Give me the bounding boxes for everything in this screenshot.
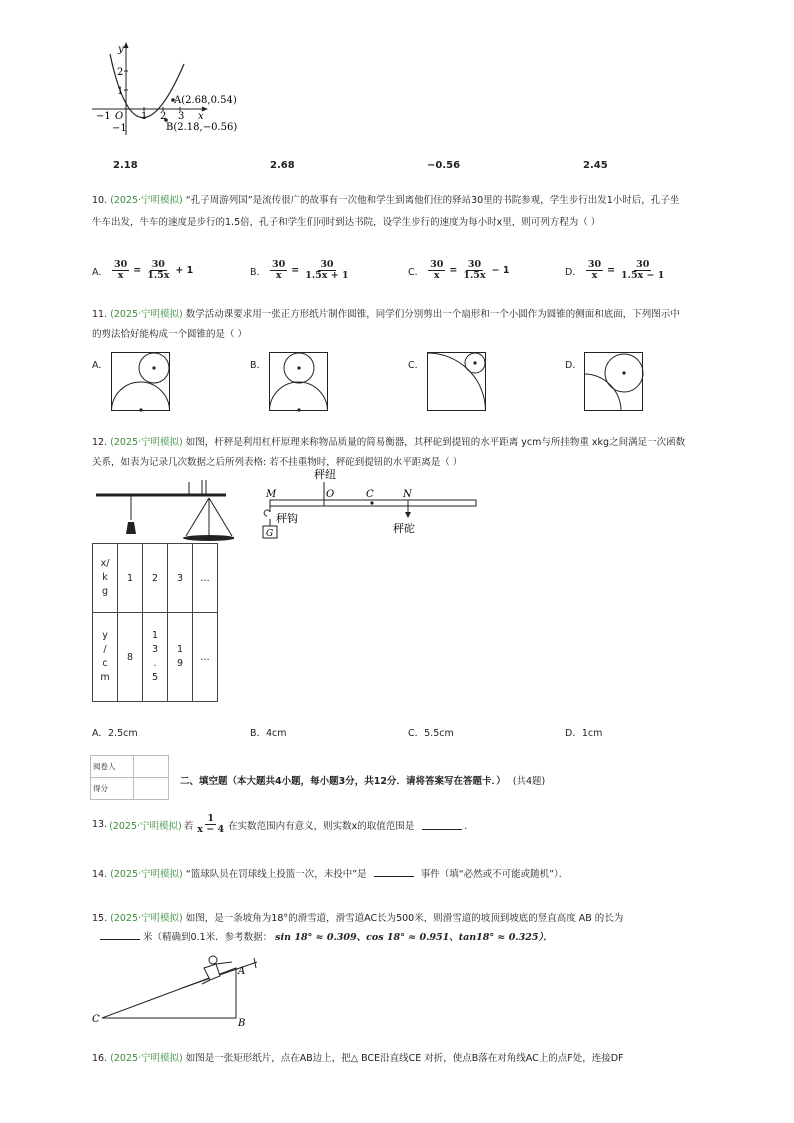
q11-figure-d[interactable]	[584, 352, 644, 412]
answer-blank[interactable]	[100, 930, 140, 940]
tick-label: −1	[96, 111, 111, 122]
table-cell: 1 9	[168, 613, 193, 702]
table-cell: 1 3 . 5	[143, 613, 168, 702]
score-cell[interactable]	[134, 778, 169, 800]
label-gou: 秤钩	[276, 512, 298, 525]
tick-label: 1	[141, 111, 148, 122]
score-box	[90, 755, 169, 800]
label-c: C	[92, 1014, 100, 1025]
q9-answer-d[interactable]: 2.45	[583, 160, 608, 171]
table-cell: 2	[143, 544, 168, 613]
y-arrow	[124, 42, 129, 48]
q11-figure-c[interactable]	[427, 352, 487, 412]
section-2-title: 二、填空题（本大题共4小题，每小题3分，共12分．请将答案写在答题卡．） (共4题)	[180, 776, 546, 787]
question-number: 10.	[92, 195, 108, 206]
q9-answer-b[interactable]: 2.68	[270, 160, 295, 171]
table-cell: 1	[118, 544, 143, 613]
x-axis-label: x	[198, 111, 204, 122]
question-number: 13.	[92, 819, 108, 831]
question-number: 14.	[92, 869, 108, 880]
question-number: 16.	[92, 1053, 108, 1064]
q15-ski-slope-diagram	[92, 948, 267, 1028]
question-source: (2025·宁明模拟)	[110, 437, 183, 448]
point-b-label: B(2.18,−0.56)	[166, 122, 238, 133]
question-text: 数学活动课要求用一张正方形纸片制作圆锥，同学们分别剪出一个扇形和一个小圆作为圆锥的侧面和底面，下列图示中的剪法恰好能构成一个圆锥的是（ ）	[92, 309, 680, 340]
label-b: B	[238, 1018, 246, 1028]
tick-label: 3	[178, 111, 185, 122]
q11-option-b-label[interactable]: B．	[250, 360, 267, 371]
label-c: C	[366, 489, 374, 500]
question-number: 11.	[92, 309, 108, 320]
label-tuo: 秤砣	[393, 522, 415, 535]
q9-answer-a[interactable]: 2.18	[113, 160, 138, 171]
q12-steelyard-diagram	[256, 466, 481, 542]
table-cell: …	[193, 613, 218, 702]
q11-figure-b[interactable]	[269, 352, 329, 412]
question-source: (2025·宁明模拟)	[110, 1053, 183, 1064]
answer-blank[interactable]	[422, 820, 462, 830]
question-number: 12.	[92, 437, 108, 448]
q12-option-c[interactable]: C．5.5cm	[408, 728, 454, 739]
q12-option-d[interactable]: D．1cm	[565, 728, 603, 739]
question-text: “孔子周游列国”是流传很广的故事有一次他和学生到离他们住的驿站30里的书院参观，学生步行出发1小时后，孔子坐牛车出发，牛车的速度是步行的1.5倍，孔子和学生们同时到达书院，设学生步行的速度为每小时x里，则可列方程为（ ）	[92, 195, 680, 228]
table-row	[93, 544, 218, 613]
q9-parabola-graph	[88, 40, 258, 140]
table-cell: …	[193, 544, 218, 613]
table-cell: 8	[118, 613, 143, 702]
answer-blank[interactable]	[374, 867, 414, 877]
table-row	[93, 613, 218, 702]
label-n: N	[403, 489, 412, 500]
label-a: A	[238, 966, 246, 977]
question-source: (2025·宁明模拟)	[109, 820, 182, 832]
question-source: (2025·宁明模拟)	[110, 195, 183, 206]
score-label-score: 得分	[91, 778, 134, 800]
tick-label: 1	[117, 86, 124, 97]
origin-label: O	[115, 111, 124, 122]
table-cell: y / c m	[93, 613, 118, 702]
score-cell[interactable]	[134, 756, 169, 778]
q9-answer-c[interactable]: −0.56	[427, 160, 461, 171]
question-10	[92, 190, 688, 234]
q12-option-a[interactable]: A．2.5cm	[92, 728, 138, 739]
q10-option-c[interactable]: C． $\frac{30}{x}$ = $\frac{30}{1.5x}$ − 1	[408, 259, 510, 282]
q11-option-c-label[interactable]: C．	[408, 360, 425, 371]
question-11	[92, 305, 688, 345]
tick-label: 2	[160, 111, 167, 122]
question-14: 14. (2025·宁明模拟) “篮球队员在罚球线上投篮一次，未投中”是 事件（填“必然或不可能或随机”）．	[92, 869, 569, 880]
label-g: G	[266, 529, 274, 539]
q10-option-a[interactable]: A． $\frac{30}{x}$ = $\frac{30}{1.5x}$ + 1	[92, 259, 194, 282]
question-16: 16. (2025·宁明模拟) 如图是一张矩形纸片，点在AB边上，把△ BCE沿直线CE 对折，使点B落在对角线AC上的点F处，连接DF	[92, 1053, 624, 1064]
q11-figure-a[interactable]	[111, 352, 171, 412]
tick-label: −1	[112, 123, 127, 134]
q10-option-b[interactable]: B． $\frac{30}{x}$ = $\frac{30}{1.5x + 1}$	[250, 259, 349, 282]
label-niu: 秤纽	[314, 468, 336, 481]
question-text: 如图，杆秤是利用杠杆原理来称物品质量的简易衡器，其秤砣到提钮的水平距离 ycm与所挂物重 xkg之间满足一次函数关系，如表为记录几次数据之后所列表格: 若不挂重物时，秤砣到提钮的水平距离是（ ）	[92, 437, 686, 468]
q12-steelyard-picture	[94, 478, 234, 546]
q12-option-b[interactable]: B．4cm	[250, 728, 287, 739]
question-15: 15. (2025·宁明模拟) 如图，是一条坡角为18°的滑雪道，滑雪道AC长为500米，则滑雪道的坡顶到坡底的竖直高度 AB 的长为 米（精确到0.1米．参考数据： sin 18° ≈ 0.309、cos 18° ≈ 0.951、tan18° ≈ 0.325）．	[92, 913, 624, 943]
label-o: O	[326, 489, 335, 500]
tick-label: 2	[117, 67, 124, 78]
q10-option-d[interactable]: D． $\frac{30}{x}$ = $\frac{30}{1.5x - 1}$	[565, 259, 665, 282]
table-cell: x/ k g	[93, 544, 118, 613]
q11-option-d-label[interactable]: D．	[565, 360, 582, 371]
score-label-reviewer: 阅卷人	[91, 756, 134, 778]
point-a-label: A(2.68,0.54)	[174, 95, 237, 106]
question-source: (2025·宁明模拟)	[110, 869, 183, 880]
table-cell: 3	[168, 544, 193, 613]
question-number: 15.	[92, 913, 108, 924]
q11-option-a-label[interactable]: A．	[92, 360, 108, 371]
question-source: (2025·宁明模拟)	[110, 913, 183, 924]
y-axis-label: y	[118, 44, 124, 55]
question-13: 13. (2025·宁明模拟) 若 $\frac{1}{x - 4}$ 在实数范围内有意义，则实数x的取值范围是 ．	[92, 813, 474, 836]
label-m: M	[266, 489, 277, 500]
question-source: (2025·宁明模拟)	[110, 309, 183, 320]
q12-data-table	[92, 543, 218, 702]
